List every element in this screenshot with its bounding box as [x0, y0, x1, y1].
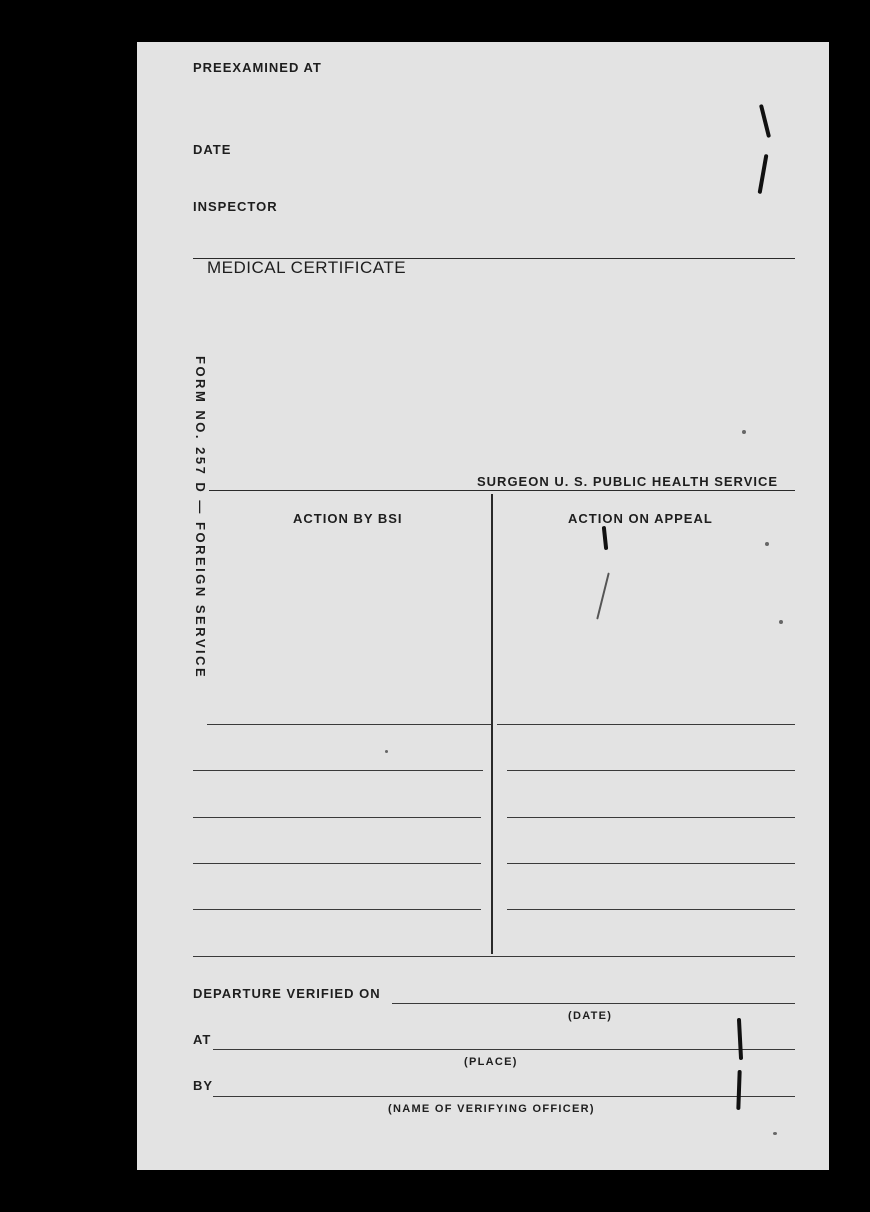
bsi-line — [193, 863, 481, 864]
at-label: AT — [193, 1032, 212, 1047]
departure-verified-label: DEPARTURE VERIFIED ON — [193, 986, 381, 1001]
pencil-mark — [736, 1070, 741, 1110]
pencil-mark — [759, 104, 771, 138]
date-label: DATE — [193, 142, 232, 157]
form-number: FORM NO. 257 D — FOREIGN SERVICE — [193, 356, 208, 680]
certificate-title: MEDICAL CERTIFICATE — [207, 258, 407, 277]
paper-speck — [773, 1132, 777, 1135]
certificate-divider — [209, 490, 795, 491]
pencil-mark — [602, 526, 608, 550]
pencil-mark — [596, 572, 610, 619]
actions-bottom-line — [193, 956, 795, 957]
bsi-line — [193, 817, 481, 818]
inspector-label: INSPECTOR — [193, 199, 278, 214]
paper-speck — [742, 430, 746, 434]
action-on-appeal-label: ACTION ON APPEAL — [568, 511, 713, 526]
paper-speck — [779, 620, 783, 624]
bsi-line — [207, 724, 491, 725]
departure-date-line — [392, 1003, 795, 1004]
action-by-bsi-label: ACTION BY BSI — [293, 511, 403, 526]
appeal-line — [507, 770, 795, 771]
bsi-line — [193, 909, 481, 910]
pencil-mark — [737, 1018, 743, 1060]
appeal-line — [507, 863, 795, 864]
preexamined-label: PREEXAMINED AT — [193, 60, 322, 75]
officer-line — [213, 1096, 795, 1097]
appeal-line — [507, 817, 795, 818]
column-divider — [491, 494, 493, 954]
place-caption: (PLACE) — [464, 1056, 518, 1068]
surgeon-signature-label: SURGEON U. S. PUBLIC HEALTH SERVICE — [477, 474, 779, 489]
appeal-line — [507, 909, 795, 910]
bsi-line — [193, 770, 483, 771]
date-caption: (DATE) — [568, 1010, 613, 1022]
pencil-mark — [758, 154, 769, 194]
form-card — [137, 42, 829, 1170]
officer-caption: (NAME OF VERIFYING OFFICER) — [388, 1103, 595, 1115]
paper-speck — [385, 750, 388, 753]
appeal-line — [497, 724, 795, 725]
paper-speck — [765, 542, 769, 546]
place-line — [213, 1049, 795, 1050]
by-label: BY — [193, 1078, 214, 1093]
